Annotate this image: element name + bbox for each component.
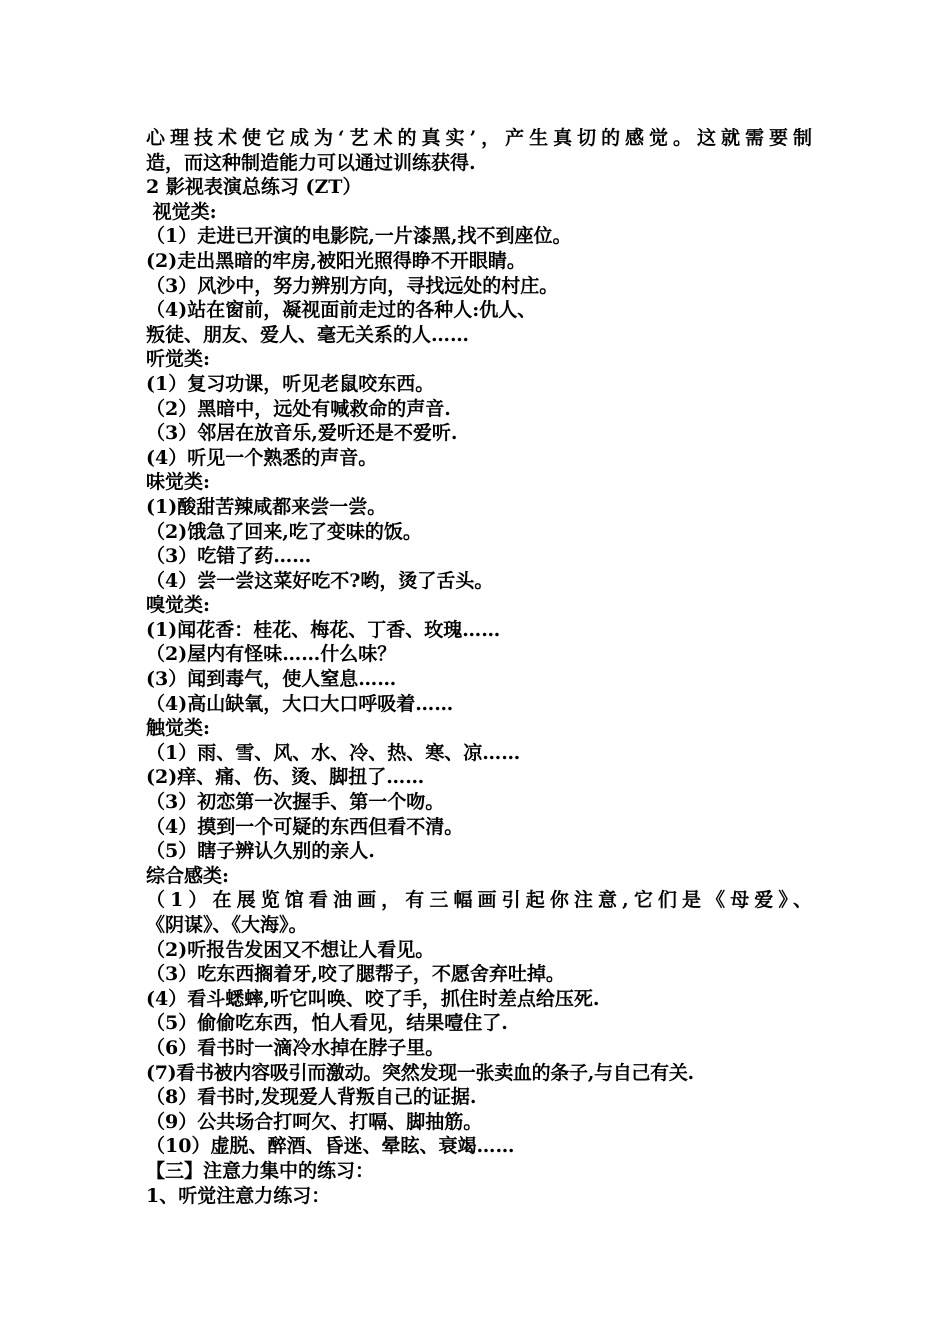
list-item: （1）雨、雪、风、水、冷、热、寒、凉…… xyxy=(146,741,521,764)
list-item: （2)屋内有怪味……什么味？ xyxy=(146,643,397,666)
category-heading-touch: 触觉类: xyxy=(146,717,211,740)
section-heading: 【三】注意力集中的练习： xyxy=(146,1159,375,1182)
list-item: （4）摸到一个可疑的东西但看不清。 xyxy=(146,815,464,838)
list-item: (1)闻花香：桂花、梅花、丁香、玫瑰…… xyxy=(146,618,501,641)
list-item: （1）走进已开演的电影院,一片漆黑,找不到座位。 xyxy=(146,225,572,248)
list-item: （3）邻居在放音乐,爱听还是不爱听. xyxy=(146,422,458,445)
list-item: (1）复习功课，听见老鼠咬东西。 xyxy=(146,372,435,395)
subsection-heading: 1、听觉注意力练习： xyxy=(146,1184,331,1207)
list-item: (2)走出黑暗的牢房,被阳光照得睁不开眼睛。 xyxy=(146,249,526,272)
list-item: （5）瞎子辨认久别的亲人. xyxy=(146,840,375,863)
paragraph-line: 心理技术使它成为‘艺术的真实’，产生真切的感觉。这就需要制 xyxy=(146,127,812,149)
category-heading-visual: 视觉类: xyxy=(146,200,217,223)
list-item: （2)饿急了回来,吃了变味的饭。 xyxy=(146,520,422,543)
document-body xyxy=(146,126,812,1208)
list-item: (2)痒、痛、伤、烫、脚扭了…… xyxy=(146,766,425,789)
list-item: （3）初恋第一次握手、第一个吻。 xyxy=(146,791,445,814)
list-item: (1)酸甜苦辣咸都来尝一尝。 xyxy=(146,495,387,518)
list-item: （3）吃东西搁着牙,咬了腮帮子，不愿舍弃吐掉。 xyxy=(146,963,565,986)
category-heading-taste: 味觉类: xyxy=(146,471,211,494)
section-heading: 2 影视表演总练习 (ZT） xyxy=(146,176,362,199)
list-item: （5）偷偷吃东西，怕人看见，结果噎住了. xyxy=(146,1012,508,1035)
list-item: （3）吃错了药…… xyxy=(146,545,312,568)
list-item: (7)看书被内容吸引而激动。突然发现一张卖血的条子,与自己有关. xyxy=(146,1061,694,1084)
list-item: （4）尝一尝这菜好吃不?哟，烫了舌头。 xyxy=(146,569,494,592)
list-item: （1）在展览馆看油画，有三幅画引起你注意,它们是《母爱》、 xyxy=(146,889,812,912)
list-item: （8）看书时,发现爱人背叛自己的证据. xyxy=(146,1086,477,1109)
list-item: (4）看斗蟋蟀,听它叫唤、咬了手，抓住时差点给压死. xyxy=(146,987,600,1010)
list-item: （6）看书时一滴冷水掉在脖子里。 xyxy=(146,1036,445,1059)
category-heading-combined: 综合感类: xyxy=(146,864,230,887)
list-item-continuation: 《阴谋》、《大海》。 xyxy=(146,914,308,936)
list-item: （10）虚脱、醉酒、昏迷、晕眩、衰竭…… xyxy=(146,1135,515,1158)
list-item: (4）听见一个熟悉的声音。 xyxy=(146,446,378,469)
list-item: (3）闻到毒气，使人窒息…… xyxy=(146,668,397,691)
list-item: （2）黑暗中，远处有喊救命的声音. xyxy=(146,397,451,420)
list-item: （2)听报告发困又不想让人看见。 xyxy=(146,938,435,961)
category-heading-smell: 嗅觉类: xyxy=(146,594,211,617)
list-item: （9）公共场合打呵欠、打嗝、脚抽筋。 xyxy=(146,1110,483,1133)
paragraph-line: 造，而这种制造能力可以通过训练获得. xyxy=(146,151,476,174)
list-item: （3）风沙中，努力辨别方向，寻找远处的村庄。 xyxy=(146,274,559,297)
list-item: （4)高山缺氧，大口大口呼吸着…… xyxy=(146,692,454,715)
category-heading-auditory: 听觉类: xyxy=(146,348,211,371)
list-item: （4)站在窗前，凝视面前走过的各种人:仇人、 xyxy=(146,299,537,322)
list-item-continuation: 叛徒、朋友、爱人、毫无关系的人…… xyxy=(146,323,470,346)
